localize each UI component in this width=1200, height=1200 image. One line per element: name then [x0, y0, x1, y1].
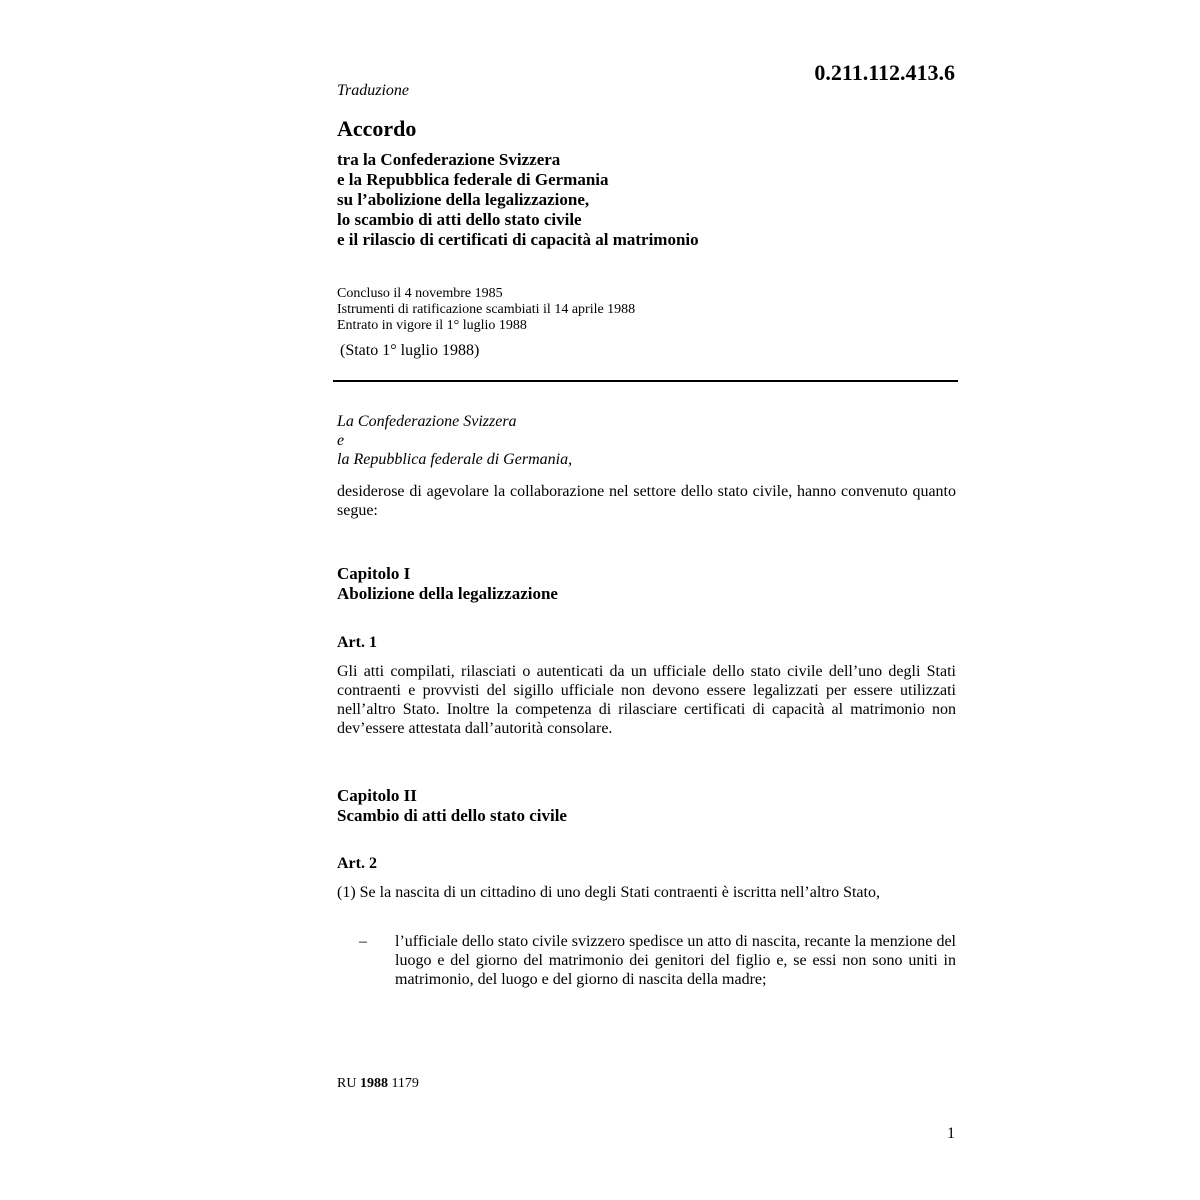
- chapter-number: Capitolo I: [337, 564, 411, 583]
- horizontal-divider: [333, 380, 958, 382]
- chapter-title: Abolizione della legalizzazione: [337, 584, 558, 603]
- translation-note: Traduzione: [337, 82, 410, 99]
- article-1-heading: Art. 1: [337, 634, 377, 651]
- status-date: (Stato 1° luglio 1988): [340, 342, 480, 359]
- party-switzerland: La Confederazione Svizzera: [337, 413, 517, 430]
- preamble-text: desiderose di agevolare la collaborazione nel settore dello stato civile, hanno convenuto quanto segue:: [337, 483, 956, 519]
- ratification-date: Istrumenti di ratificazione scambiati il 14 aprile 1988: [337, 302, 636, 317]
- subtitle-line: e la Repubblica federale di Germania: [337, 170, 609, 189]
- article-2-heading: Art. 2: [337, 855, 377, 872]
- subtitle-line: e il rilascio di certificati di capacità al matrimonio: [337, 230, 699, 249]
- chapter-1-heading: [337, 564, 558, 604]
- ru-page: 1179: [391, 1076, 419, 1091]
- document-subtitle: [337, 150, 699, 250]
- list-dash: –: [359, 933, 367, 950]
- article-1-text: Gli atti compilati, rilasciati o autenticati da un ufficiale dello stato civile dell’uno degli Stati contraenti e provvisti del sigillo ufficiale non devono essere legalizzati per essere utilizzati nell’altro Stato. Inoltre la competenza di rilasciare certificati di capacità al matrimonio non dev’essere attestata dall’autorità consolare.: [337, 663, 956, 737]
- subtitle-line: lo scambio di atti dello stato civile: [337, 210, 582, 229]
- list-item: [337, 932, 956, 989]
- subtitle-line: su l’abolizione della legalizzazione,: [337, 190, 590, 209]
- party-germany: la Repubblica federale di Germania,: [337, 451, 573, 468]
- list-item-text: l’ufficiale dello stato civile svizzero spedisce un atto di nascita, recante la menzione del luogo e del giorno del matrimonio dei genitori del figlio e, se essi non sono uniti in matrimonio, del luogo e del giorno di nascita della madre;: [395, 933, 956, 988]
- chapter-number: Capitolo II: [337, 786, 417, 805]
- party-conjunction: e: [337, 432, 345, 449]
- page-number: 1: [947, 1125, 955, 1142]
- in-force-date: Entrato in vigore il 1° luglio 1988: [337, 318, 527, 333]
- chapter-title: Scambio di atti dello stato civile: [337, 806, 567, 825]
- sr-number: 0.211.112.413.6: [814, 60, 955, 85]
- ru-prefix: RU: [337, 1076, 357, 1091]
- document-title: Accordo: [337, 116, 417, 141]
- treaty-dates: [337, 286, 635, 334]
- ru-reference: [337, 1076, 419, 1092]
- ru-year: 1988: [359, 1076, 388, 1091]
- contracting-parties: [337, 412, 572, 469]
- subtitle-line: tra la Confederazione Svizzera: [337, 150, 561, 169]
- article-2-paragraph-1: (1) Se la nascita di un cittadino di uno degli Stati contraenti è iscritta nell’altro Stato,: [337, 884, 880, 901]
- concluded-date: Concluso il 4 novembre 1985: [337, 286, 503, 301]
- chapter-2-heading: [337, 786, 567, 826]
